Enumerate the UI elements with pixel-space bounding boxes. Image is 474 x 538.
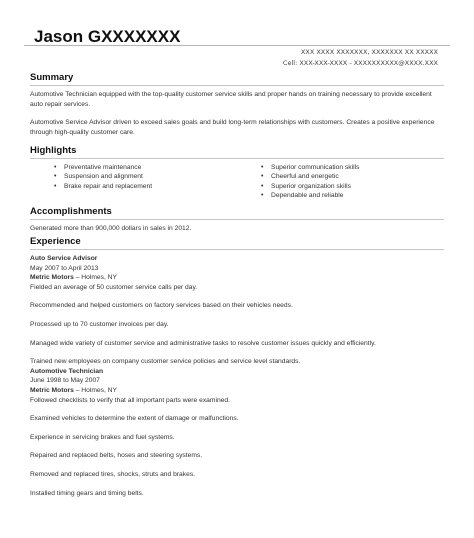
list-item: • Cheerful and energetic [271, 172, 444, 181]
accomplishments-section [30, 206, 444, 234]
employer-location: – Holmes, NY [73, 274, 117, 282]
summary-paragraph-1: Automotive Technician equipped with the top-quality customer service skills and proper hands on training necessary to provide excellent auto repair services. [30, 91, 432, 108]
job-employer-line [30, 273, 444, 283]
list-item: • Superior communication skills [271, 163, 444, 172]
summary-section [30, 72, 444, 137]
job-duty: Experience in servicing brakes and fuel systems. [30, 433, 175, 441]
contact-block [283, 47, 438, 69]
job-title: Auto Service Advisor [30, 255, 98, 262]
job-duty: Installed timing gears and timing belts. [30, 489, 144, 497]
summary-paragraph-2: Automotive Service Advisor driven to exceed sales goals and build long-term relationships with customers. Creates a positive experience through high-quality customer care. [30, 119, 435, 136]
job-title: Automotive Technician [30, 367, 104, 375]
job-dates: May 2007 to April 2013 [30, 264, 99, 272]
job-duty: Repaired and replaced belts, hoses and steering systems. [30, 452, 203, 460]
job-duty: Removed and replaced tires, shocks, struts and brakes. [30, 470, 196, 478]
summary-heading: Summary [30, 72, 444, 86]
job-duty: Trained new employees on company customer service policies and service level standards. [30, 358, 301, 366]
job-duty: Recommended and helped customers on factory services based on their vehicles needs. [30, 302, 293, 310]
experience-section [30, 236, 444, 498]
employer-location: – Holmes, NY [73, 386, 117, 394]
address-line: XXX XXXX XXXXXXX, XXXXXXX XX XXXXX [300, 48, 438, 56]
job-duty: Examined vehicles to determine the extent of damage or malfunctions. [30, 415, 239, 423]
highlights-left-column [30, 163, 237, 201]
list-item: • Suspension and alignment [64, 172, 237, 181]
experience-heading: Experience [30, 236, 444, 250]
job-duty: Followed checklists to verify that all important parts were examined. [30, 396, 230, 404]
accomplishments-heading: Accomplishments [30, 206, 444, 220]
list-item: • Superior organization skills [271, 182, 444, 191]
highlights-heading: Highlights [30, 145, 444, 159]
job-employer-line [30, 386, 444, 396]
phone-email-line: Cell: XXX-XXX-XXXX - XXXXXXXXXX@XXXX.XXX [282, 59, 438, 67]
highlights-right-column [237, 163, 444, 201]
job-dates: June 1998 to May 2007 [30, 377, 100, 385]
job-duty: Processed up to 70 customer invoices per day. [30, 320, 169, 328]
candidate-name: Jason GXXXXXXX [34, 27, 181, 46]
employer-name: Metric Motors [30, 386, 74, 394]
job-duty: Fielded an average of 50 customer service calls per day. [30, 283, 198, 291]
list-item: • Dependable and reliable [271, 191, 444, 200]
job-duty: Managed wide variety of customer service and administrative tasks to resolve customer issues quickly and efficiently. [30, 339, 376, 347]
list-item: • Brake repair and replacement [64, 182, 237, 191]
employer-name: Metric Motors [30, 274, 74, 282]
list-item: • Preventative maintenance [64, 163, 237, 172]
accomplishments-text: Generated more than 900,000 dollars in sales in 2012. [30, 225, 192, 232]
header-divider [24, 45, 450, 46]
highlights-section [30, 145, 444, 201]
